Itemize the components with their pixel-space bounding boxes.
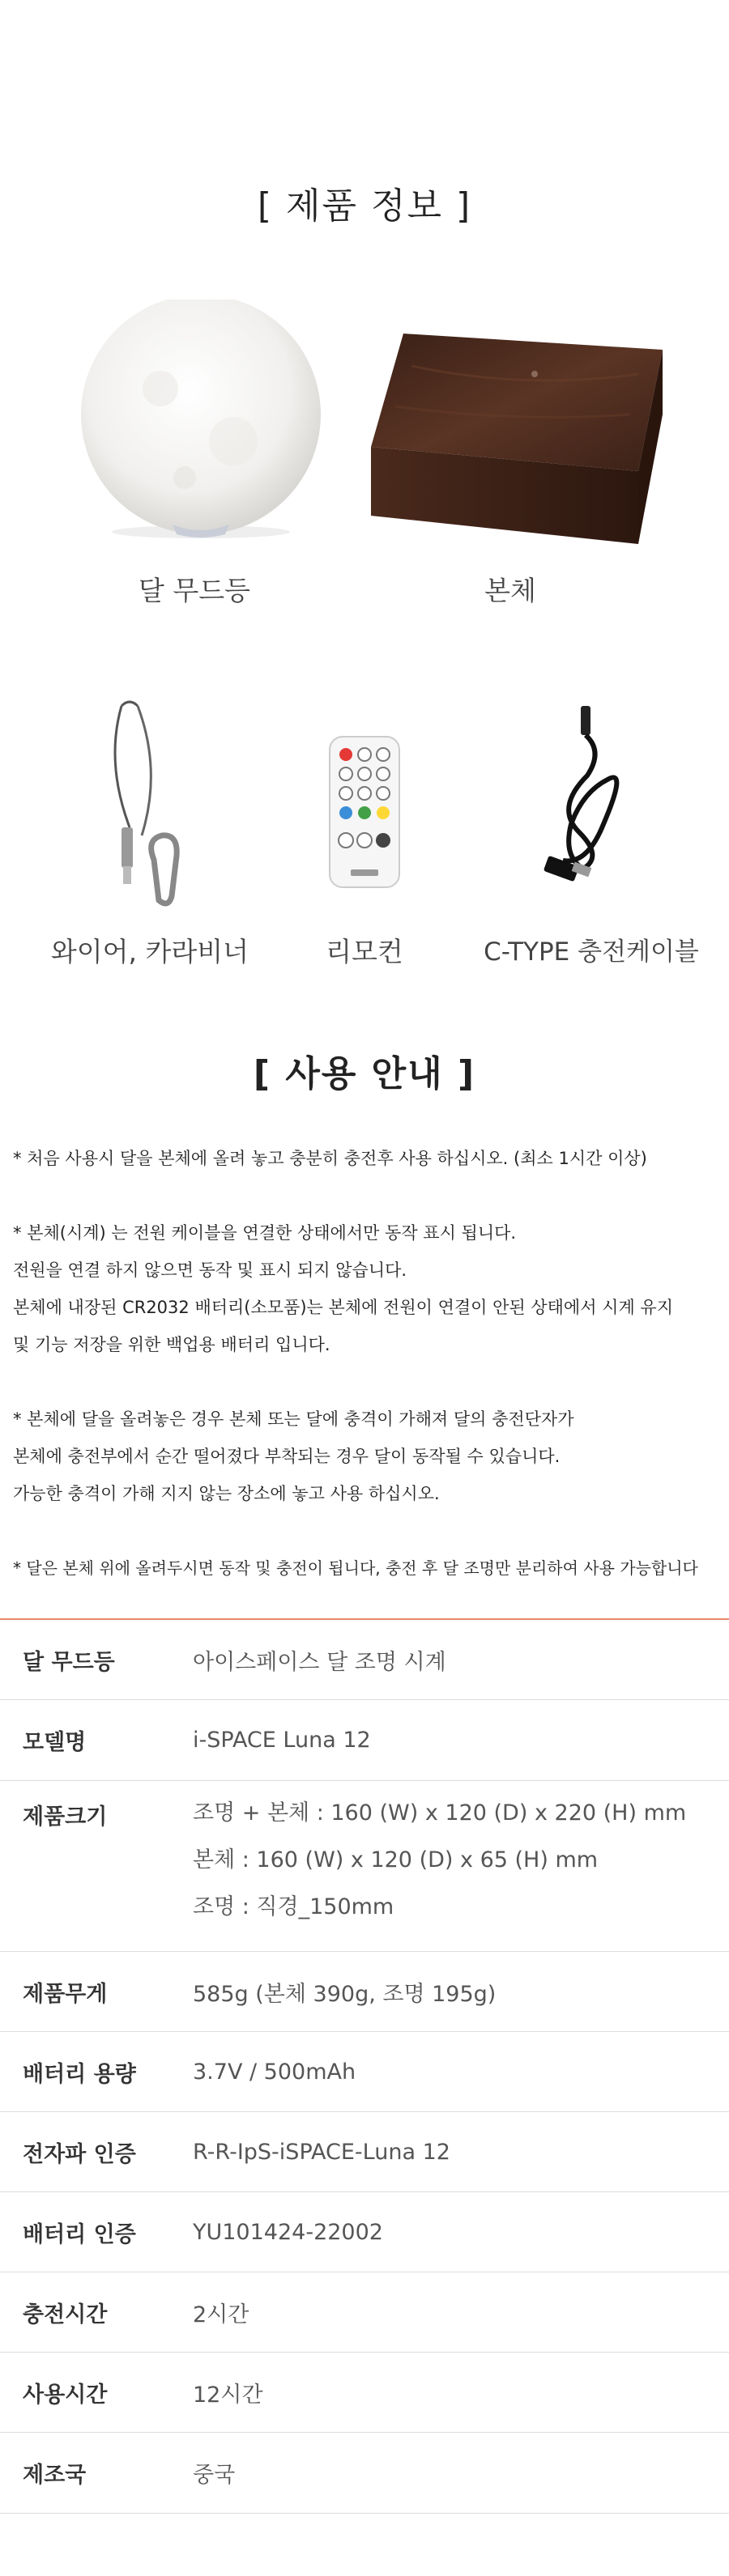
wire-carabiner-image	[97, 698, 194, 916]
spec-key: 달 무드등	[23, 1649, 115, 1675]
usage-note-line: * 처음 사용시 달을 본체에 올려 놓고 충분히 충전후 사용 하십시오. (최소 1시간 이상)	[13, 1149, 647, 1168]
spec-value: YU101424-22002	[193, 2219, 383, 2245]
usage-note-line: 전원을 연결 하지 않으면 동작 및 표시 되지 않습니다.	[13, 1260, 407, 1280]
spec-value: 3.7V / 500mAh	[193, 2059, 356, 2085]
usage-note-line: 가능한 충격이 가해 지지 않는 장소에 놓고 사용 하십시오.	[13, 1484, 440, 1503]
spec-value: 2시간	[193, 2302, 249, 2327]
table-row	[0, 2433, 729, 2514]
product-info-title: [ 제품 정보 ]	[257, 185, 472, 227]
cable-caption: C-TYPE 충전케이블	[484, 937, 699, 967]
table-row	[0, 2272, 729, 2353]
table-row	[0, 1781, 729, 1952]
base-caption: 본체	[484, 575, 536, 606]
usage-note-line: * 달은 본체 위에 올려두시면 동작 및 충전이 됩니다, 충전 후 달 조명만 분리하여 사용 가능합니다	[13, 1558, 698, 1578]
moon-lamp-caption: 달 무드등	[138, 575, 250, 606]
remote-caption: 리모컨	[326, 936, 403, 967]
usb-c-cable-image	[539, 703, 636, 889]
spec-value: 아이스페이스 달 조명 시계	[193, 1649, 446, 1675]
spec-key: 배터리 인증	[23, 2221, 136, 2247]
spec-value: i-SPACE Luna 12	[193, 1728, 371, 1753]
remote-control-image	[328, 735, 401, 889]
spec-value: 585g (본체 390g, 조명 195g)	[193, 1981, 497, 2007]
spec-key: 제품무게	[23, 1981, 108, 2007]
spec-key: 사용시간	[23, 2382, 108, 2408]
table-row	[0, 2112, 729, 2192]
spec-key: 모델명	[23, 1730, 87, 1755]
spec-value: 본체 : 160 (W) x 120 (D) x 65 (H) mm	[193, 1847, 599, 1872]
spec-table	[0, 1618, 729, 2514]
usage-notes	[13, 1140, 718, 1587]
wooden-base-image	[363, 317, 671, 552]
spec-value: R-R-IpS-iSPACE-Luna 12	[193, 2139, 450, 2165]
usage-note-line: * 본체(시계) 는 전원 케이블을 연결한 상태에서만 동작 표시 됩니다.	[13, 1223, 517, 1243]
spec-key: 전자파 인증	[23, 2141, 136, 2167]
usage-note-line: * 본체에 달을 올려놓은 경우 본체 또는 달에 충격이 가해져 달의 충전단자가	[13, 1409, 574, 1429]
spec-value: 중국	[193, 2463, 236, 2488]
wire-carabiner-caption: 와이어, 카라비너	[50, 936, 249, 967]
table-row	[0, 1700, 729, 1781]
spec-key: 충전시간	[23, 2302, 108, 2327]
spec-value: 조명 : 직경_150mm	[193, 1894, 394, 1919]
table-row	[0, 2192, 729, 2272]
table-row	[0, 1952, 729, 2032]
usage-title: [ 사용 안내 ]	[253, 1053, 476, 1095]
spec-key: 배터리 용량	[23, 2061, 136, 2087]
usage-note-line: 본체에 충전부에서 순간 떨어졌다 부착되는 경우 달이 동작될 수 있습니다.	[13, 1447, 561, 1466]
spec-value: 12시간	[193, 2382, 263, 2408]
usage-note-line: 본체에 내장된 CR2032 배터리(소모품)는 본체에 전원이 연결이 안된 상태에서 시계 유지	[13, 1298, 673, 1317]
spec-key: 제조국	[23, 2463, 87, 2488]
table-row	[0, 2353, 729, 2433]
table-row	[0, 1620, 729, 1700]
spec-key: 제품크기	[23, 1804, 108, 1830]
table-row	[0, 2032, 729, 2112]
spec-value: 조명 + 본체 : 160 (W) x 120 (D) x 220 (H) mm	[193, 1800, 687, 1826]
moon-lamp-image	[63, 300, 330, 542]
usage-note-line: 및 기능 저장을 위한 백업용 배터리 입니다.	[13, 1335, 330, 1354]
